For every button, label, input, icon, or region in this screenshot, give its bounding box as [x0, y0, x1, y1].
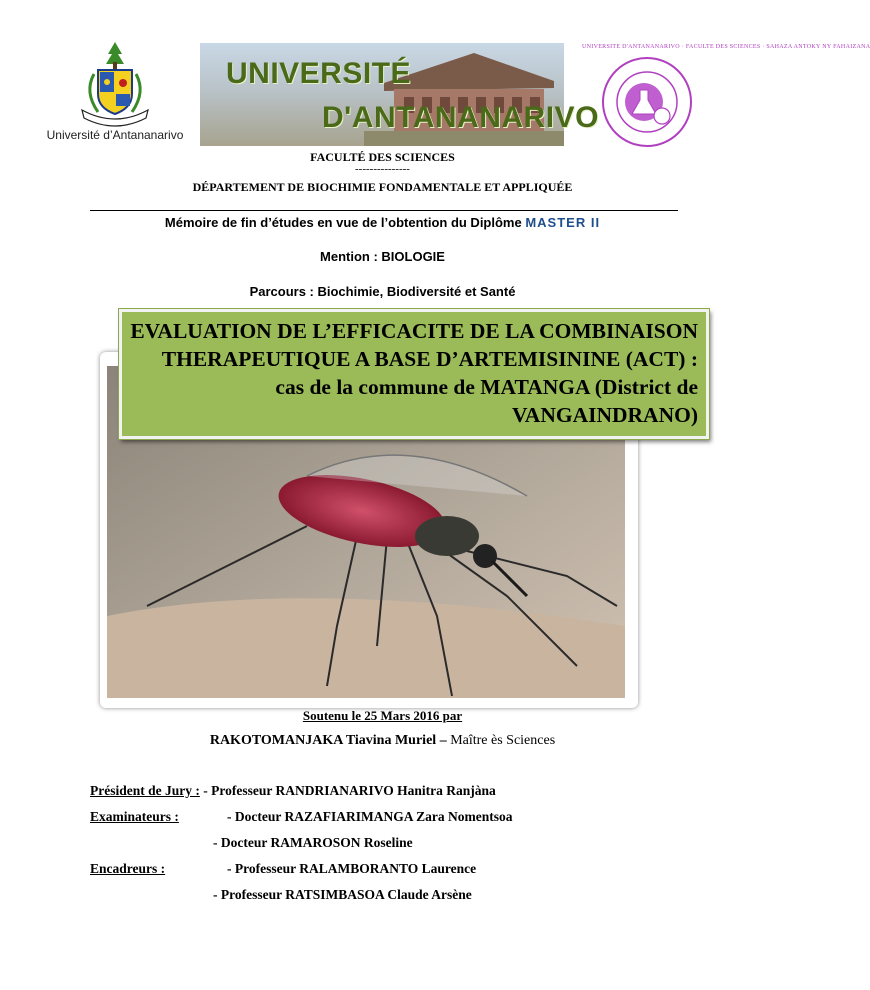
faculty-name: FACULTÉ DES SCIENCES: [310, 150, 455, 164]
examiner-name: - Docteur RAZAFIARIMANGA Zara Nomentsoa: [227, 809, 513, 824]
title-line4: VANGAINDRANO): [512, 403, 698, 427]
university-banner: [200, 43, 599, 146]
faculty-separator: ---------------: [355, 163, 410, 175]
author-separator: –: [436, 733, 451, 748]
memoire-text: Mémoire de fin d’études en vue de l’obtention du Diplôme: [164, 215, 522, 230]
president-name: - Professeur RANDRIANARIVO Hanitra Ranjàna: [203, 783, 496, 798]
header-divider: [90, 210, 678, 211]
degree-label: MASTER II: [525, 215, 601, 230]
jury-supervisor-row: [90, 861, 477, 877]
banner-title-line2: D'ANTANANARIVO: [322, 101, 599, 134]
department-name: DÉPARTEMENT DE BIOCHIMIE FONDAMENTALE ET APPLIQUÉE: [192, 180, 573, 194]
author-title: Maître ès Sciences: [450, 733, 556, 748]
thesis-title: [130, 317, 698, 429]
supervisor-name: - Professeur RALAMBORANTO Laurence: [227, 861, 477, 876]
title-line1: EVALUATION DE L’EFFICACITE DE LA COMBINAISON: [130, 319, 698, 343]
jury-supervisor-row-2: [213, 887, 472, 903]
jury-examiner-row: [90, 809, 513, 825]
seal-inscription: UNIVERSITE D'ANTANANARIVO · FACULTE DES SCIENCES · SAHAZA ANTOKY NY FAHAIZANA: [582, 44, 870, 50]
faculty-seal-right: [582, 44, 870, 152]
jury-president-row: [90, 783, 496, 799]
title-line2: THERAPEUTIQUE A BASE D’ARTEMISININE (ACT) :: [161, 347, 698, 371]
memoire-line: [0, 215, 765, 230]
supervisor-name-2: - Professeur RATSIMBASOA Claude Arsène: [213, 887, 472, 902]
jury-examiner-row-2: [213, 835, 413, 851]
mention-line: Mention : BIOLOGIE: [320, 249, 445, 264]
examiner-name-2: - Docteur RAMAROSON Roseline: [213, 835, 413, 850]
supervisors-label: Encadreurs :: [90, 861, 166, 876]
university-logo-left: [40, 38, 190, 148]
thesis-title-box: [119, 309, 709, 439]
coat-of-arms-icon: [76, 38, 154, 126]
defense-date: Soutenu le 25 Mars 2016 par: [302, 708, 463, 723]
author-name: RAKOTOMANJAKA Tiavina Muriel: [209, 733, 437, 748]
left-logo-caption: Université d’Antananarivo: [46, 128, 184, 142]
banner-title-line1: UNIVERSITÉ: [226, 57, 412, 90]
examiners-label: Examinateurs :: [90, 809, 179, 824]
author-line: [0, 733, 765, 749]
parcours-line: Parcours : Biochimie, Biodiversité et Santé: [249, 284, 516, 299]
president-label: Président de Jury :: [90, 783, 200, 798]
title-line3: cas de la commune de MATANGA (District de: [275, 375, 698, 399]
